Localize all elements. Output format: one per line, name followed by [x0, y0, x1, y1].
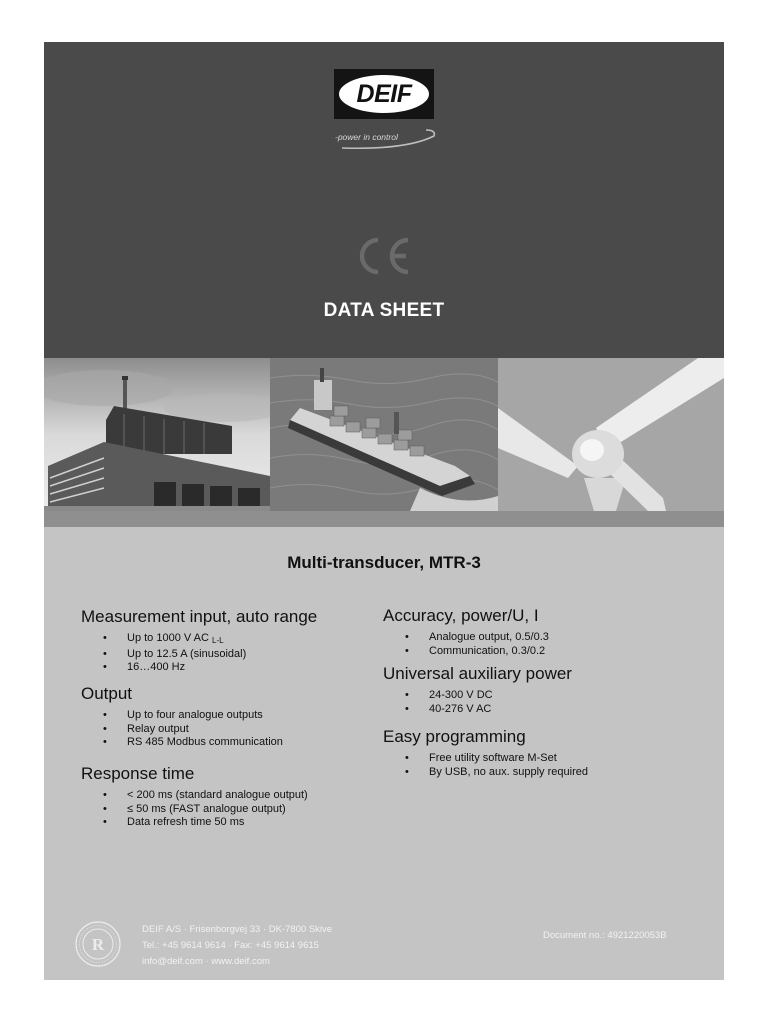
product-title: Multi-transducer, MTR-3 — [287, 553, 481, 572]
section-heading: Response time — [81, 764, 195, 783]
item-text: Communication, 0.3/0.2 — [429, 644, 546, 657]
bullet-icon: • — [405, 689, 409, 701]
header-panel — [44, 42, 724, 358]
item-text: Relay output — [127, 722, 189, 735]
bullet-icon: • — [103, 802, 107, 815]
address-line: DEIF A/S · Frisenborgvej 33 · DK-7800 Skive — [142, 924, 333, 935]
section-easy-programming — [383, 727, 588, 779]
section-heading: Accuracy, power/U, I — [383, 606, 539, 625]
item-text: RS 485 Modbus communication — [127, 736, 283, 748]
ce-mark-icon — [352, 234, 416, 278]
section-response-time — [81, 764, 308, 830]
list-item — [383, 766, 588, 780]
document-title: DATA SHEET — [323, 300, 445, 321]
tagline: -power in control — [335, 132, 398, 142]
contact-phone-fax: Tel.: +45 9614 9614 · Fax: +45 9614 9615 — [142, 940, 319, 951]
company-address — [142, 922, 332, 970]
bullet-icon: • — [405, 631, 409, 643]
bullet-list — [81, 632, 317, 675]
wind-turbine-photo — [498, 358, 724, 511]
item-text: 24-300 V DC — [429, 689, 493, 701]
list-item — [81, 736, 283, 750]
gray-band — [44, 511, 724, 527]
item-subscript: L-L — [212, 636, 224, 645]
list-item — [81, 632, 317, 648]
list-item — [383, 689, 572, 703]
list-item — [81, 709, 283, 723]
section-heading: Measurement input, auto range — [81, 607, 318, 626]
section-output — [81, 684, 283, 750]
bullet-icon: • — [405, 765, 409, 778]
bullet-list — [81, 789, 308, 830]
item-text: Up to four analogue outputs — [127, 709, 263, 721]
bullet-icon: • — [103, 709, 107, 721]
bullet-icon: • — [103, 647, 107, 660]
deif-logo — [334, 69, 434, 119]
data-sheet-page — [44, 42, 724, 980]
item-text: ≤ 50 ms (FAST analogue output) — [127, 802, 286, 815]
bullet-icon: • — [103, 661, 107, 673]
ship-photo — [270, 358, 498, 511]
section-heading: Easy programming — [383, 727, 526, 746]
contact-email-web: info@deif.com · www.deif.com — [142, 956, 270, 967]
bullet-icon: • — [405, 752, 409, 764]
section-accuracy — [383, 606, 549, 658]
list-item — [383, 631, 549, 645]
certification-seal-icon — [74, 920, 122, 968]
bullet-icon: • — [405, 702, 409, 715]
list-item — [383, 752, 588, 766]
logo-oval — [339, 75, 429, 113]
item-text: < 200 ms (standard analogue output) — [127, 789, 308, 801]
bullet-list — [383, 631, 549, 658]
bullet-icon: • — [103, 632, 107, 644]
bullet-icon: • — [405, 644, 409, 657]
list-item — [383, 703, 572, 717]
bullet-icon: • — [103, 789, 107, 801]
bullet-icon: • — [103, 736, 107, 748]
section-heading: Universal auxiliary power — [383, 664, 572, 683]
list-item — [81, 789, 308, 803]
bullet-list — [383, 689, 572, 716]
item-text: 16…400 Hz — [127, 661, 186, 673]
list-item — [81, 661, 317, 675]
seal-letter: R — [91, 935, 105, 954]
list-item — [81, 723, 283, 737]
item-text: Data refresh time 50 ms — [127, 816, 245, 828]
item-text: Analogue output, 0.5/0.3 — [429, 631, 549, 643]
list-item — [81, 648, 317, 662]
section-heading: Output — [81, 684, 133, 703]
item-text: 40-276 V AC — [429, 702, 492, 715]
item-text: By USB, no aux. supply required — [429, 765, 588, 778]
building-photo — [44, 358, 270, 511]
bullet-icon: • — [103, 816, 107, 828]
photo-strip — [44, 358, 724, 511]
document-number: Document no.: 4921220053B — [543, 930, 667, 941]
item-text: Up to 12.5 A (sinusoidal) — [127, 647, 247, 660]
list-item — [81, 803, 308, 817]
item-text: Up to 1000 V AC — [127, 632, 212, 644]
list-item — [383, 645, 549, 659]
list-item — [81, 816, 308, 830]
logo-text: DEIF — [356, 79, 412, 108]
section-auxiliary-power — [383, 664, 572, 716]
section-measurement-input — [81, 607, 317, 675]
bullet-icon: • — [103, 722, 107, 735]
bullet-list — [81, 709, 283, 750]
item-text: Free utility software M-Set — [429, 752, 557, 764]
bullet-list — [383, 752, 588, 779]
